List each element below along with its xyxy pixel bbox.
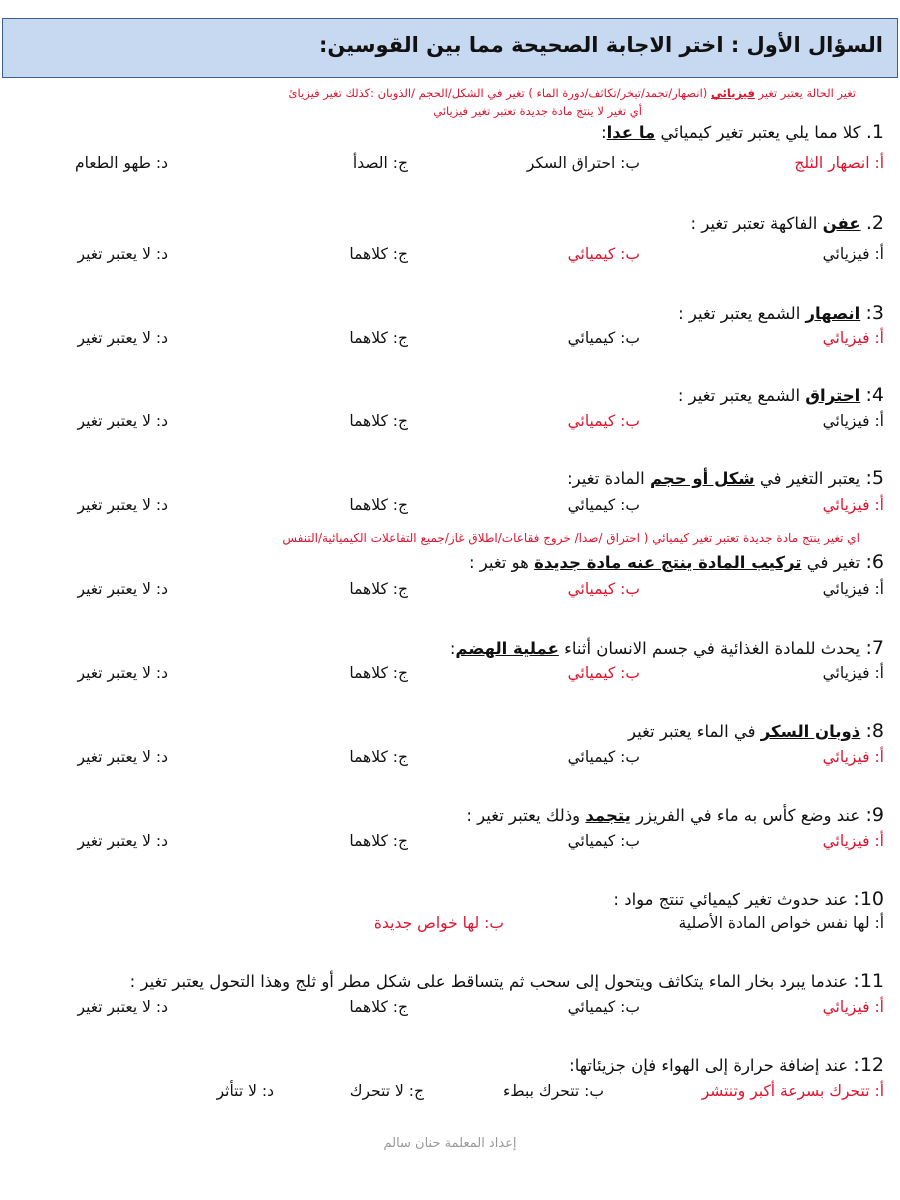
physical-change-note-line2: [433, 104, 642, 118]
option-a[interactable]: أ: فيزيائي: [822, 664, 884, 682]
note-text: اي تغير ينتج مادة جديدة تعتبر تغير كيميائي ( احتراق /صدا/ خروج فقاعات/اطلاق غاز/جميع التفاعلات الكيميائية/التنفس: [282, 531, 860, 545]
option-a[interactable]: أ: فيزيائي: [822, 412, 884, 430]
option-b[interactable]: ب: كيميائي: [567, 998, 640, 1016]
question-4: [678, 384, 884, 406]
option-a[interactable]: أ: فيزيائي: [822, 245, 884, 263]
question-keyword: احتراق: [805, 386, 861, 405]
option-a[interactable]: أ: انصهار الثلج: [794, 154, 884, 172]
question-10: [613, 888, 884, 910]
question-number: 7:: [865, 637, 884, 659]
question-number: 9:: [865, 804, 884, 826]
option-d[interactable]: د: لا يعتبر تغير: [77, 245, 168, 263]
option-a[interactable]: أ: لها نفس خواص المادة الأصلية: [678, 914, 884, 932]
option-b[interactable]: ب: كيميائي: [567, 748, 640, 766]
option-c[interactable]: ج: كلاهما: [349, 832, 408, 850]
question-text: تغير في: [801, 553, 861, 572]
option-c[interactable]: ج: لا تتحرك: [349, 1082, 424, 1100]
question-keyword: عفن: [822, 214, 861, 233]
question-keyword: تركيب المادة ينتج عنه مادة جديدة: [534, 553, 802, 572]
question-number: 2.: [865, 212, 884, 234]
footer-credit: إعداد المعلمة حنان سالم: [383, 1136, 517, 1151]
option-b[interactable]: ب: كيميائي: [567, 496, 640, 514]
option-c[interactable]: ج: كلاهما: [349, 998, 408, 1016]
question-text: يحدث للمادة الغذائية في جسم الانسان أثناء: [558, 639, 861, 658]
question-3: [678, 302, 884, 324]
question-number: 11:: [853, 970, 884, 992]
option-b[interactable]: ب: كيميائي: [567, 412, 640, 430]
question-number: 10:: [853, 888, 884, 910]
option-c[interactable]: ج: كلاهما: [349, 245, 408, 263]
option-b[interactable]: ب: كيميائي: [567, 832, 640, 850]
question-text: الشمع يعتبر تغير :: [678, 304, 806, 323]
question-text: هو تغير :: [468, 553, 535, 572]
note-text: تغير الحالة يعتبر تغير: [754, 86, 856, 100]
question-11: [130, 970, 884, 992]
question-text: عندما يبرد بخار الماء يتكاثف ويتحول إلى سحب ثم يتساقط على شكل مطر أو ثلج وهذا التحول يعتبر تغير :: [129, 972, 849, 991]
question-number: 6:: [865, 551, 884, 573]
question-text: الشمع يعتبر تغير :: [677, 386, 806, 405]
question-text: الفاكهة تعتبر تغير :: [690, 214, 823, 233]
question-keyword: ما عدا: [606, 123, 656, 142]
question-number: 12:: [853, 1054, 884, 1076]
question-keyword: يتجمد: [585, 806, 631, 825]
option-c[interactable]: ج: كلاهما: [349, 748, 408, 766]
question-header: [2, 18, 898, 78]
option-c[interactable]: ج: كلاهما: [349, 412, 408, 430]
question-text: :: [449, 639, 456, 658]
option-a[interactable]: أ: فيزيائي: [822, 329, 884, 347]
option-c[interactable]: ج: كلاهما: [349, 329, 408, 347]
option-d[interactable]: د: لا يعتبر تغير: [77, 329, 168, 347]
question-text: عند حدوث تغير كيميائي تنتج مواد :: [613, 890, 849, 909]
note-text: أي تغير لا ينتج مادة جديدة تعتبر تغير فيزيائي: [433, 104, 642, 118]
option-a[interactable]: أ: فيزيائي: [822, 580, 884, 598]
option-d[interactable]: د: لا تتأثر: [216, 1082, 274, 1100]
option-a[interactable]: أ: فيزيائي: [822, 832, 884, 850]
question-text: وذلك يعتبر تغير :: [466, 806, 586, 825]
question-text: :: [601, 123, 607, 142]
option-b[interactable]: ب: تتحرك ببطء: [503, 1082, 604, 1100]
question-7: [450, 637, 884, 659]
note-text: (انصهار/تجمد/تبخر/تكاثف/دورة الماء ) تغير في الشكل/الحجم /الذوبان :كذلك تغير فيزيائ: [288, 86, 711, 100]
chemical-change-note: [282, 531, 860, 545]
question-text: المادة تغير:: [567, 469, 650, 488]
option-d[interactable]: د: لا يعتبر تغير: [77, 664, 168, 682]
option-d[interactable]: د: طهو الطعام: [74, 154, 168, 172]
option-d[interactable]: د: لا يعتبر تغير: [77, 998, 168, 1016]
question-text: يعتبر التغير في: [754, 469, 861, 488]
option-c[interactable]: ج: كلاهما: [349, 496, 408, 514]
physical-change-note: [289, 86, 856, 100]
option-d[interactable]: د: لا يعتبر تغير: [77, 412, 168, 430]
page-title: السؤال الأول : اختر الاجابة الصحيحة مما بين القوسين:: [318, 33, 883, 57]
question-5: [567, 467, 884, 489]
note-keyword: فيزيائي: [710, 86, 755, 100]
question-8: [628, 720, 884, 742]
option-a[interactable]: أ: فيزيائي: [822, 496, 884, 514]
question-2: [691, 212, 884, 234]
question-keyword: ذوبان السكر: [760, 722, 861, 741]
question-text: كلا مما يلي يعتبر تغير كيميائي: [655, 123, 861, 142]
question-1: [601, 121, 884, 143]
question-number: 3:: [865, 302, 884, 324]
question-keyword: انصهار: [805, 304, 861, 323]
question-number: 8:: [865, 720, 884, 742]
question-text: في الماء يعتبر تغير: [627, 722, 761, 741]
question-12: [569, 1054, 884, 1076]
question-6: [469, 551, 884, 573]
question-number: 5:: [865, 467, 884, 489]
option-c[interactable]: ج: كلاهما: [349, 580, 408, 598]
option-a[interactable]: أ: فيزيائي: [822, 748, 884, 766]
option-b[interactable]: ب: كيميائي: [567, 664, 640, 682]
option-d[interactable]: د: لا يعتبر تغير: [77, 832, 168, 850]
option-b[interactable]: ب: احتراق السكر: [526, 154, 640, 172]
option-c[interactable]: ج: كلاهما: [349, 664, 408, 682]
option-d[interactable]: د: لا يعتبر تغير: [77, 748, 168, 766]
question-text: عند وضع كأس به ماء في الفريزر: [630, 806, 861, 825]
option-b[interactable]: ب: كيميائي: [567, 245, 640, 263]
question-number: 4:: [865, 384, 884, 406]
question-keyword: عملية الهضم: [455, 639, 559, 658]
option-a[interactable]: أ: تتحرك بسرعة أكبر وتنتشر: [701, 1082, 884, 1100]
option-a[interactable]: أ: فيزيائي: [822, 998, 884, 1016]
option-b[interactable]: ب: لها خواص جديدة: [373, 914, 504, 932]
option-b[interactable]: ب: كيميائي: [567, 580, 640, 598]
question-number: 1.: [865, 121, 884, 143]
option-b[interactable]: ب: كيميائي: [567, 329, 640, 347]
question-9: [466, 804, 884, 826]
option-d[interactable]: د: لا يعتبر تغير: [77, 580, 168, 598]
option-d[interactable]: د: لا يعتبر تغير: [77, 496, 168, 514]
question-text: عند إضافة حرارة إلى الهواء فإن جزيئاتها:: [569, 1056, 849, 1075]
question-keyword: شكل أو حجم: [649, 469, 755, 488]
option-c[interactable]: ج: الصدأ: [352, 154, 408, 172]
